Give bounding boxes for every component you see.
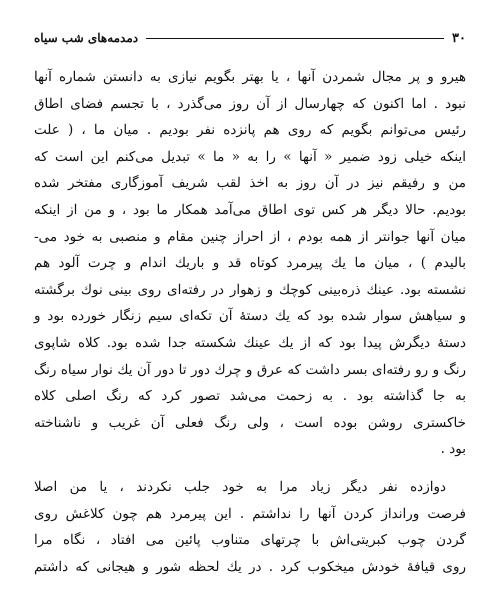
- paragraph: [34, 64, 466, 463]
- text-line: هیرو و پر مجال شمردن آنها ، یا بهتر بگویم نیازی به دانستن شماره آنها: [34, 69, 466, 85]
- text-line: رئیس می‌توانم بگویم که روی هم پانزده نفر بودیم . میان ما ، ( علت: [34, 122, 466, 139]
- text-line: نشسته بود. عینك ذره‌بینی کوچك و زهوار در رفته‌ای روی بینی نوك برگشته: [34, 281, 466, 298]
- text-line: دستهٔ دیگرش پیدا بود که از یك عینك شکسته جدا شده بود. کلاه شاپوی: [34, 334, 466, 351]
- text-line: و سیاهش سوار شده بود که یك دستهٔ آن تکه‌ای سیم زنگار خورده بود و: [34, 308, 466, 325]
- text-line: به جا گذاشته بود . به زحمت می‌شد تصور کرد که رنگ اصلی کلاه: [34, 388, 466, 405]
- running-title: دمدمه‌های شب سیاه: [34, 31, 139, 45]
- text-line: بالیدم ) ، میان ما یك پیرمرد کوتاه قد و باریك اندام و چرت آلود هم: [34, 255, 466, 272]
- text-line: خاکستری روشن بوده است ، ولی رنگ فعلی آن غریب و ناشناخته: [34, 414, 466, 431]
- text-line: نبود . اما اکنون که چهارسال از آن روز می‌گذرد ، با تجسم فضای اطاق: [34, 95, 466, 112]
- page-header: [34, 28, 466, 48]
- page-number: ۳۰: [452, 30, 466, 46]
- body-text: [34, 64, 466, 580]
- text-line: میان آنها جوانتر از همه بودم ، از احراز چنین مقام و منصبی به خود می-: [34, 228, 466, 245]
- text-line: من و رفیقم نیز در آن روز به اخذ لقب شریف آموزگاری مفتخر شده: [34, 175, 466, 192]
- text-line: رنگ و رو رفته‌ای بسر داشت که عرق و چرك دور تا دور آن یك نوار سیاه رنگ: [34, 361, 466, 378]
- text-line: گردن چوب کبریتی‌اش با چرتهای متناوب پائین می افتاد ، نگاه مرا: [34, 532, 466, 549]
- header-rule: [146, 38, 444, 39]
- text-line: روی قیافهٔ خودش میخکوب کرد . در یك لحظه شور و هیجانی که داشتم: [34, 558, 466, 575]
- text-line: بود .: [440, 441, 466, 458]
- text-line: دوازده نفر دیگر زیاد مرا به خود جلب نکردند ، یا من اصلا: [34, 478, 446, 495]
- text-line: فرصت ورانداز کردن آنها را نداشتم . این پیرمرد هم چون کلاغش روی: [34, 505, 466, 522]
- text-line: اینکه خیلی زود ضمیر « آنها » را به « ما » تبدیل می‌کنم این است که: [34, 148, 466, 165]
- text-line: بودیم. حالا دیگر هر کس توی اطاق می‌آمد همکار ما بود ، و من از اینکه: [34, 201, 466, 218]
- paragraph: [34, 474, 466, 580]
